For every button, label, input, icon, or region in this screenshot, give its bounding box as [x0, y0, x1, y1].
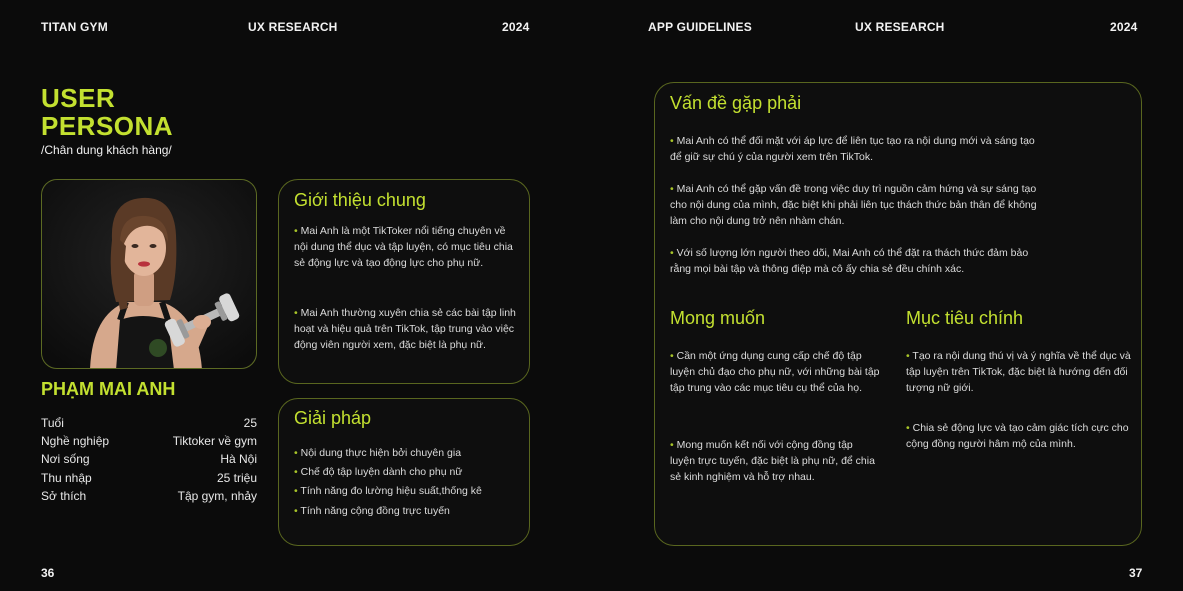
info-value: 25 triệu: [216, 470, 257, 485]
problem-bullet-1: • Mai Anh có thể đối mặt với áp lực để liên tục tạo ra nội dung mới và sáng tạo để giữ sự chú ý của người xem trên TikTok.: [670, 135, 1035, 163]
intro-bullet-1: • Mai Anh là một TikToker nổi tiếng chuyên về nội dung thể dục và tập luyện, có mục tiêu chia sẻ động lực và tạo động lực cho phụ nữ.: [294, 225, 513, 269]
header-year-left: 2024: [502, 20, 530, 34]
solution-item: • Tính năng cộng đồng trực tuyến: [294, 504, 450, 517]
goal-bullet-text: Tạo ra nội dung thú vị và ý nghĩa về thể dục và tập luyện trên TikTok, đặc biệt là hướng đến đối tượng nữ giới.: [906, 350, 1131, 394]
title-line-2: PERSONA: [41, 111, 174, 141]
problem-bullet-3: • Với số lượng lớn người theo dõi, Mai Anh có thể đặt ra thách thức đảm bảo rằng mọi bài tập và thông điệp mà cô ấy chia sẻ đều chính xác.: [670, 247, 1029, 275]
info-label: Nơi sống: [41, 452, 90, 467]
info-row-age: [41, 414, 257, 432]
problem-bullet-text: Với số lượng lớn người theo dõi, Mai Anh có thể đặt ra thách thức đảm bảo rằng mọi bài tập và thông điệp mà cô ấy chia sẻ đều chính xác.: [670, 247, 1029, 275]
solution-item: • Nội dung thực hiện bởi chuyên gia: [294, 447, 462, 459]
solution-item-text: Tính năng cộng đồng trực tuyến: [300, 504, 450, 517]
problems-title: Vấn đề gặp phải: [670, 93, 802, 113]
desire-bullet-1: • Cần một ứng dụng cung cấp chế độ tập luyện chủ đạo cho phụ nữ, với những bài tập tập trung vào các mục tiêu cụ thể của họ.: [670, 350, 880, 394]
info-label: Sở thích: [41, 488, 87, 503]
persona-illustration: [42, 180, 256, 368]
goal-bullet-1: • Tạo ra nội dung thú vị và ý nghĩa về thể dục và tập luyện trên TikTok, đặc biệt là hướng đến đối tượng nữ giới.: [906, 350, 1131, 394]
page-subtitle: /Chân dung khách hàng/: [41, 143, 172, 157]
persona-photo: [41, 179, 257, 369]
solution-item-text: Chế độ tập luyện dành cho phụ nữ: [300, 466, 463, 479]
goal-bullet-text: Chia sẻ động lực và tạo cảm giác tích cực cho cộng đồng người hâm mộ của mình.: [906, 422, 1129, 450]
intro-bullet-text: Mai Anh thường xuyên chia sẻ các bài tập linh hoạt và hiệu quả trên TikTok, tập trung vào việc động viên người xem, đặc biệt là phụ nữ.: [294, 307, 516, 351]
desire-bullet-text: Mong muốn kết nối với cộng đồng tập luyện trực tuyến, đặc biệt là phụ nữ, để chia sẻ kinh nghiệm và hỗ trợ nhau.: [670, 439, 875, 483]
intro-bullet-text: Mai Anh là một TikToker nổi tiếng chuyên về nội dung thể dục và tập luyện, có mục tiêu chia sẻ động lực và tạo động lực cho phụ nữ.: [294, 225, 513, 269]
info-value: Tập gym, nhảy: [177, 488, 257, 503]
problem-bullet-text: Mai Anh có thể gặp vấn đề trong việc duy trì nguồn cảm hứng và sự sáng tạo cho nội dung của mình, đặc biệt khi phải liên tục thách thức bản thân để không làm cho nội dung trở nên nhàm chán.: [670, 183, 1037, 227]
solution-item-text: Nội dung thực hiện bởi chuyên gia: [300, 447, 462, 459]
goal-bullet-2: • Chia sẻ động lực và tạo cảm giác tích cực cho cộng đồng người hâm mộ của mình.: [906, 422, 1129, 450]
desire-bullet-2: • Mong muốn kết nối với cộng đồng tập luyện trực tuyến, đặc biệt là phụ nữ, để chia sẻ kinh nghiệm và hỗ trợ nhau.: [670, 439, 875, 483]
problem-bullet-2: • Mai Anh có thể gặp vấn đề trong việc duy trì nguồn cảm hứng và sự sáng tạo cho nội dung của mình, đặc biệt khi phải liên tục thách thức bản thân để không làm cho nội dung trở nên nhàm chán.: [670, 183, 1037, 227]
solution-item: • Tính năng đo lường hiệu suất,thống kê: [294, 485, 482, 498]
persona-info-list: [41, 414, 257, 505]
solution-title: Giải pháp: [294, 408, 372, 428]
solution-list: [294, 444, 524, 521]
info-label: Nghề nghiệp: [41, 434, 110, 449]
desires-title: Mong muốn: [670, 308, 766, 328]
info-row-residence: [41, 450, 257, 468]
info-label: Thu nhập: [41, 470, 92, 485]
info-row-occupation: [41, 432, 257, 450]
title-line-1: USER: [41, 83, 116, 113]
desire-bullet-text: Cần một ứng dụng cung cấp chế độ tập luyện chủ đạo cho phụ nữ, với những bài tập tập trung vào các mục tiêu cụ thể của họ.: [670, 350, 880, 394]
header-guidelines: APP GUIDELINES: [648, 20, 752, 34]
info-value: Tiktoker về gym: [172, 434, 257, 449]
solution-item-text: Tính năng đo lường hiệu suất,thống kê: [300, 485, 482, 498]
intro-title: Giới thiệu chung: [294, 190, 426, 210]
header-section-right: UX RESEARCH: [855, 20, 945, 34]
goals-title: Mục tiêu chính: [906, 308, 1024, 328]
header-year-right: 2024: [1110, 20, 1138, 34]
info-value: Hà Nội: [220, 452, 257, 467]
solution-item: • Chế độ tập luyện dành cho phụ nữ: [294, 466, 463, 479]
info-label: Tuổi: [41, 416, 64, 430]
persona-name: PHẠM MAI ANH: [41, 379, 176, 399]
page-title: [41, 84, 173, 140]
info-value: 25: [243, 416, 257, 430]
intro-bullet-2: • Mai Anh thường xuyên chia sẻ các bài tập linh hoạt và hiệu quả trên TikTok, tập trung vào việc động viên người xem, đặc biệt là phụ nữ.: [294, 307, 516, 351]
needs-card: [654, 82, 1142, 546]
header-section-left: UX RESEARCH: [248, 20, 338, 34]
brand-name: TITAN GYM: [41, 20, 108, 34]
solution-card: [278, 398, 530, 546]
info-row-income: [41, 469, 257, 487]
info-row-hobbies: [41, 487, 257, 505]
page-number-right: 37: [1129, 566, 1143, 580]
page-number-left: 36: [41, 566, 55, 580]
intro-card: [278, 179, 530, 384]
problem-bullet-text: Mai Anh có thể đối mặt với áp lực để liên tục tạo ra nội dung mới và sáng tạo để giữ sự chú ý của người xem trên TikTok.: [670, 135, 1035, 163]
